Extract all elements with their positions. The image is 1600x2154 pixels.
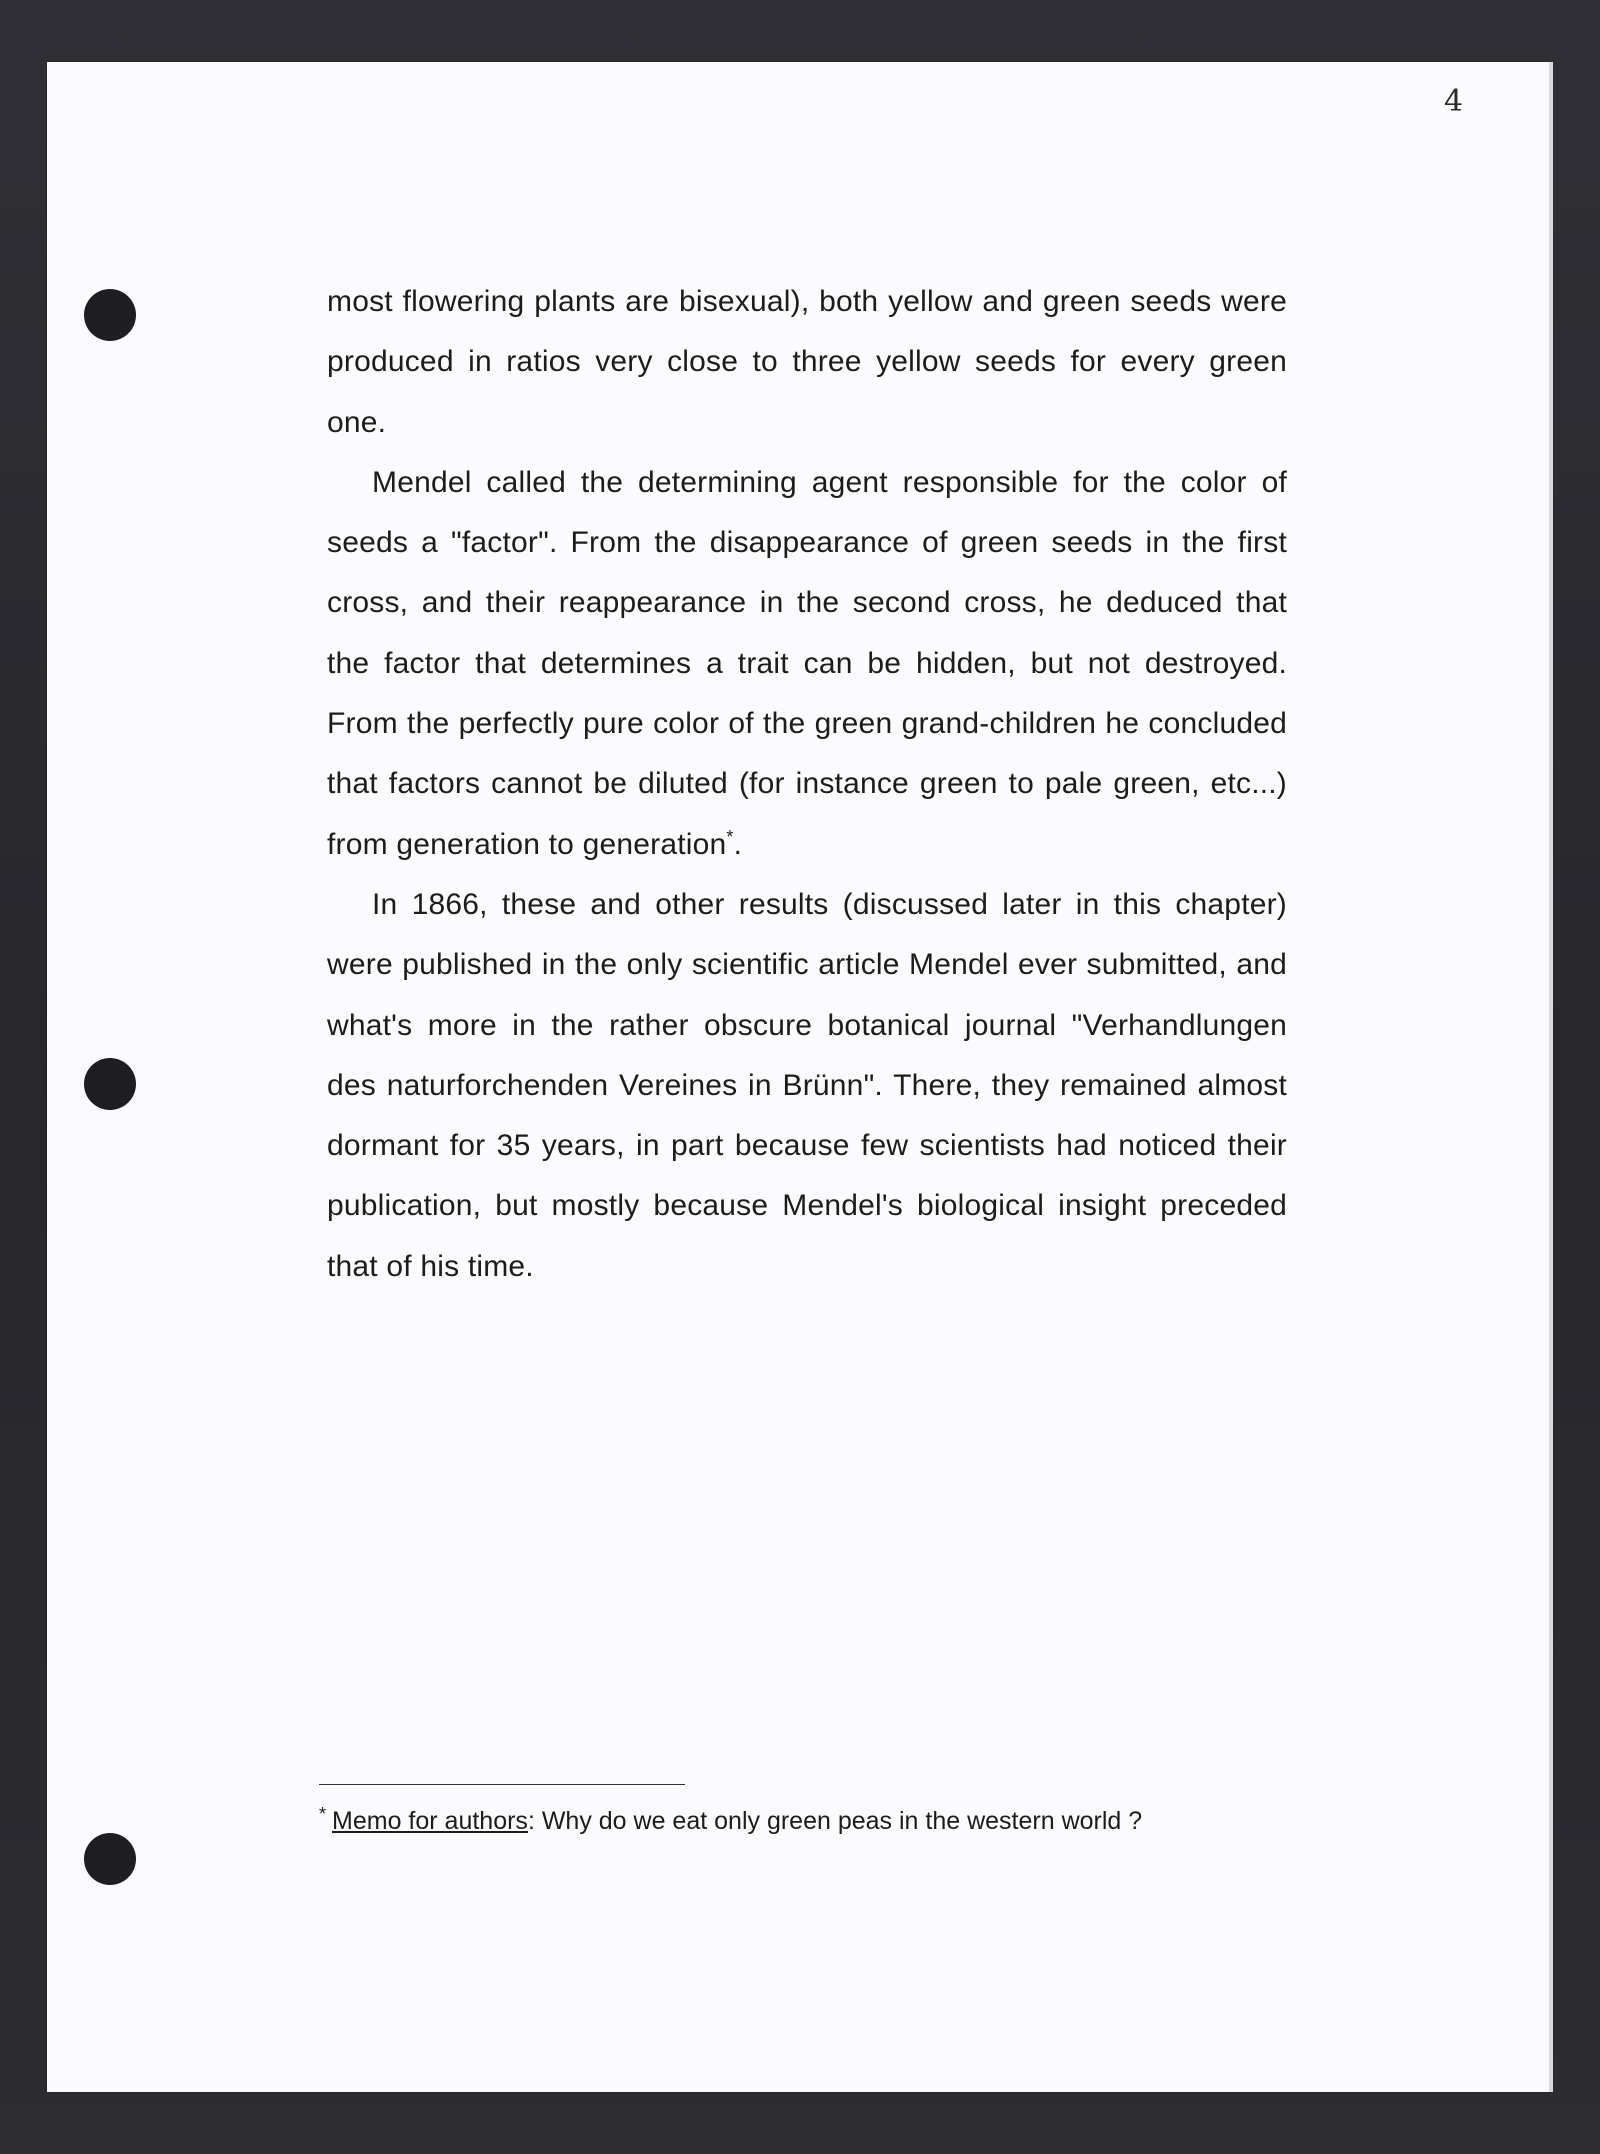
paragraph-2-end: . (733, 827, 743, 861)
footnote-marker: * (319, 1803, 327, 1824)
punch-hole-top (84, 289, 136, 341)
page-number: 4 (1444, 84, 1464, 119)
footnote-reference: * (726, 826, 734, 847)
body-text (327, 272, 1287, 1297)
footnote-text: : Why do we eat only green peas in the western world ? (527, 1807, 1143, 1835)
paragraph-1: most flowering plants are bisexual), both yellow and green seeds were produced in ratios very close to three yellow seeds for every green one. (327, 285, 1287, 439)
footnote-label: Memo for authors (332, 1807, 528, 1835)
paragraph-2 (327, 453, 1287, 875)
footnote (319, 1804, 1319, 1838)
paragraph-3: In 1866, these and other results (discussed later in this chapter) were published in the only scientific article Mendel ever submitted, and what's more in the rather obscure botanical journal "Verhandlungen des naturforchenden Vereines in Brünn". There, they remained almost dormant for 35 years, in part because few scientists had noticed their publication, but mostly because Mendel's biological insight preceded that of his time. (327, 887, 1287, 1283)
footnote-divider (319, 1784, 685, 1785)
punch-hole-middle (84, 1058, 136, 1110)
punch-hole-bottom (84, 1833, 136, 1885)
paragraph-2-text: Mendel called the determining agent responsible for the color of seeds a "factor". From the disappearance of green seeds in the first cross, and their reappearance in the second cross, he deduced that the factor that determines a trait can be hidden, but not destroyed. From the perfectly pure color of the green grand-children he concluded that factors cannot be diluted (for instance green to pale green, etc...) from generation to generation (327, 465, 1287, 861)
page-edge (1549, 62, 1553, 2092)
